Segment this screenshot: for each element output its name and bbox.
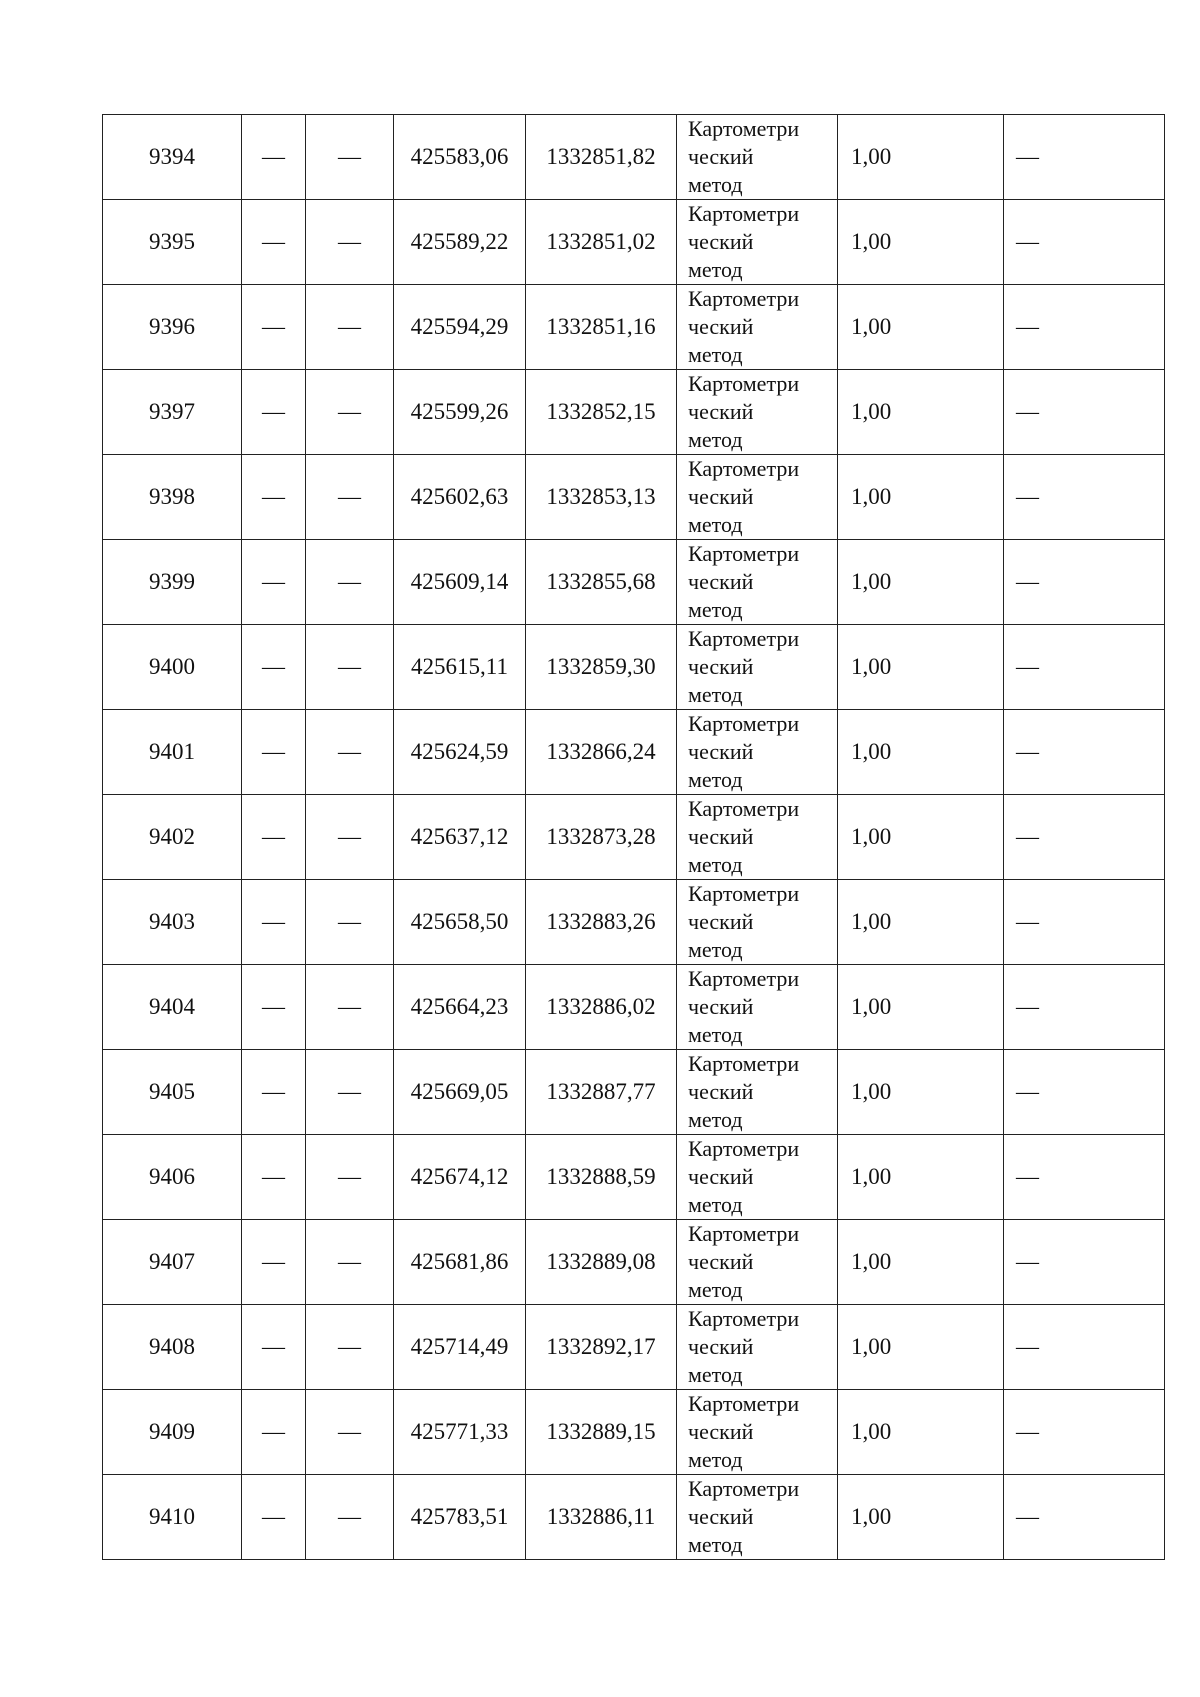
table-row: [103, 1135, 1165, 1220]
table-row: [103, 880, 1165, 965]
y-coordinate-cell: 1332866,24: [526, 710, 677, 795]
point-number-cell: 9405: [103, 1050, 242, 1135]
accuracy-cell: 1,00: [838, 1050, 1004, 1135]
empty-value-cell: —: [242, 1220, 306, 1305]
empty-value-cell: —: [306, 1220, 394, 1305]
empty-value-cell: —: [242, 625, 306, 710]
x-coordinate-cell: 425583,06: [394, 115, 526, 200]
point-number-cell: 9401: [103, 710, 242, 795]
empty-value-cell: —: [242, 115, 306, 200]
method-cell: Картометри ческий метод: [677, 1475, 838, 1560]
y-coordinate-cell: 1332851,16: [526, 285, 677, 370]
empty-value-cell: —: [242, 880, 306, 965]
x-coordinate-cell: 425609,14: [394, 540, 526, 625]
empty-value-cell: —: [242, 710, 306, 795]
table-row: [103, 1050, 1165, 1135]
empty-value-cell: —: [1004, 540, 1165, 625]
empty-value-cell: —: [242, 455, 306, 540]
y-coordinate-cell: 1332852,15: [526, 370, 677, 455]
empty-value-cell: —: [1004, 1305, 1165, 1390]
empty-value-cell: —: [1004, 370, 1165, 455]
accuracy-cell: 1,00: [838, 200, 1004, 285]
accuracy-cell: 1,00: [838, 795, 1004, 880]
empty-value-cell: —: [1004, 710, 1165, 795]
table-row: [103, 1475, 1165, 1560]
empty-value-cell: —: [1004, 1475, 1165, 1560]
point-number-cell: 9409: [103, 1390, 242, 1475]
empty-value-cell: —: [1004, 285, 1165, 370]
empty-value-cell: —: [242, 540, 306, 625]
x-coordinate-cell: 425681,86: [394, 1220, 526, 1305]
x-coordinate-cell: 425589,22: [394, 200, 526, 285]
x-coordinate-cell: 425783,51: [394, 1475, 526, 1560]
point-number-cell: 9402: [103, 795, 242, 880]
point-number-cell: 9408: [103, 1305, 242, 1390]
table-body: [103, 115, 1165, 1560]
method-cell: Картометри ческий метод: [677, 1135, 838, 1220]
table-row: [103, 1220, 1165, 1305]
y-coordinate-cell: 1332851,02: [526, 200, 677, 285]
y-coordinate-cell: 1332889,08: [526, 1220, 677, 1305]
y-coordinate-cell: 1332887,77: [526, 1050, 677, 1135]
coordinates-table: [102, 114, 1165, 1560]
empty-value-cell: —: [242, 370, 306, 455]
empty-value-cell: —: [242, 285, 306, 370]
empty-value-cell: —: [306, 965, 394, 1050]
y-coordinate-cell: 1332886,11: [526, 1475, 677, 1560]
empty-value-cell: —: [306, 1475, 394, 1560]
table-row: [103, 965, 1165, 1050]
empty-value-cell: —: [306, 455, 394, 540]
empty-value-cell: —: [306, 795, 394, 880]
empty-value-cell: —: [306, 200, 394, 285]
point-number-cell: 9406: [103, 1135, 242, 1220]
method-cell: Картометри ческий метод: [677, 455, 838, 540]
empty-value-cell: —: [1004, 1390, 1165, 1475]
point-number-cell: 9395: [103, 200, 242, 285]
empty-value-cell: —: [306, 1305, 394, 1390]
empty-value-cell: —: [1004, 1135, 1165, 1220]
empty-value-cell: —: [242, 200, 306, 285]
empty-value-cell: —: [1004, 200, 1165, 285]
y-coordinate-cell: 1332892,17: [526, 1305, 677, 1390]
y-coordinate-cell: 1332851,82: [526, 115, 677, 200]
point-number-cell: 9407: [103, 1220, 242, 1305]
empty-value-cell: —: [242, 1050, 306, 1135]
empty-value-cell: —: [1004, 115, 1165, 200]
accuracy-cell: 1,00: [838, 370, 1004, 455]
x-coordinate-cell: 425714,49: [394, 1305, 526, 1390]
x-coordinate-cell: 425624,59: [394, 710, 526, 795]
table-row: [103, 370, 1165, 455]
method-cell: Картометри ческий метод: [677, 710, 838, 795]
table-row: [103, 200, 1165, 285]
method-cell: Картометри ческий метод: [677, 625, 838, 710]
accuracy-cell: 1,00: [838, 1220, 1004, 1305]
accuracy-cell: 1,00: [838, 1135, 1004, 1220]
x-coordinate-cell: 425594,29: [394, 285, 526, 370]
empty-value-cell: —: [306, 370, 394, 455]
point-number-cell: 9398: [103, 455, 242, 540]
method-cell: Картометри ческий метод: [677, 795, 838, 880]
accuracy-cell: 1,00: [838, 115, 1004, 200]
empty-value-cell: —: [1004, 880, 1165, 965]
empty-value-cell: —: [242, 965, 306, 1050]
method-cell: Картометри ческий метод: [677, 1220, 838, 1305]
point-number-cell: 9397: [103, 370, 242, 455]
empty-value-cell: —: [306, 540, 394, 625]
x-coordinate-cell: 425669,05: [394, 1050, 526, 1135]
empty-value-cell: —: [1004, 625, 1165, 710]
table-row: [103, 795, 1165, 880]
accuracy-cell: 1,00: [838, 1390, 1004, 1475]
accuracy-cell: 1,00: [838, 455, 1004, 540]
x-coordinate-cell: 425599,26: [394, 370, 526, 455]
empty-value-cell: —: [306, 710, 394, 795]
point-number-cell: 9410: [103, 1475, 242, 1560]
method-cell: Картометри ческий метод: [677, 200, 838, 285]
y-coordinate-cell: 1332853,13: [526, 455, 677, 540]
y-coordinate-cell: 1332889,15: [526, 1390, 677, 1475]
accuracy-cell: 1,00: [838, 965, 1004, 1050]
x-coordinate-cell: 425771,33: [394, 1390, 526, 1475]
accuracy-cell: 1,00: [838, 710, 1004, 795]
empty-value-cell: —: [306, 625, 394, 710]
y-coordinate-cell: 1332883,26: [526, 880, 677, 965]
empty-value-cell: —: [306, 880, 394, 965]
empty-value-cell: —: [242, 1305, 306, 1390]
method-cell: Картометри ческий метод: [677, 880, 838, 965]
table-row: [103, 710, 1165, 795]
method-cell: Картометри ческий метод: [677, 1390, 838, 1475]
method-cell: Картометри ческий метод: [677, 370, 838, 455]
empty-value-cell: —: [1004, 965, 1165, 1050]
method-cell: Картометри ческий метод: [677, 1305, 838, 1390]
x-coordinate-cell: 425674,12: [394, 1135, 526, 1220]
y-coordinate-cell: 1332855,68: [526, 540, 677, 625]
accuracy-cell: 1,00: [838, 1475, 1004, 1560]
empty-value-cell: —: [306, 285, 394, 370]
x-coordinate-cell: 425658,50: [394, 880, 526, 965]
empty-value-cell: —: [306, 1135, 394, 1220]
y-coordinate-cell: 1332888,59: [526, 1135, 677, 1220]
empty-value-cell: —: [1004, 455, 1165, 540]
x-coordinate-cell: 425637,12: [394, 795, 526, 880]
point-number-cell: 9403: [103, 880, 242, 965]
accuracy-cell: 1,00: [838, 285, 1004, 370]
y-coordinate-cell: 1332886,02: [526, 965, 677, 1050]
accuracy-cell: 1,00: [838, 540, 1004, 625]
empty-value-cell: —: [242, 1135, 306, 1220]
x-coordinate-cell: 425602,63: [394, 455, 526, 540]
empty-value-cell: —: [242, 1475, 306, 1560]
table-row: [103, 1390, 1165, 1475]
x-coordinate-cell: 425615,11: [394, 625, 526, 710]
empty-value-cell: —: [1004, 795, 1165, 880]
method-cell: Картометри ческий метод: [677, 115, 838, 200]
empty-value-cell: —: [242, 1390, 306, 1475]
point-number-cell: 9404: [103, 965, 242, 1050]
table-row: [103, 1305, 1165, 1390]
empty-value-cell: —: [306, 1390, 394, 1475]
table-row: [103, 625, 1165, 710]
point-number-cell: 9394: [103, 115, 242, 200]
method-cell: Картометри ческий метод: [677, 965, 838, 1050]
point-number-cell: 9396: [103, 285, 242, 370]
empty-value-cell: —: [1004, 1220, 1165, 1305]
table-row: [103, 285, 1165, 370]
point-number-cell: 9400: [103, 625, 242, 710]
method-cell: Картометри ческий метод: [677, 285, 838, 370]
table-row: [103, 540, 1165, 625]
x-coordinate-cell: 425664,23: [394, 965, 526, 1050]
method-cell: Картометри ческий метод: [677, 1050, 838, 1135]
accuracy-cell: 1,00: [838, 880, 1004, 965]
point-number-cell: 9399: [103, 540, 242, 625]
table-row: [103, 115, 1165, 200]
empty-value-cell: —: [306, 115, 394, 200]
empty-value-cell: —: [242, 795, 306, 880]
method-cell: Картометри ческий метод: [677, 540, 838, 625]
empty-value-cell: —: [1004, 1050, 1165, 1135]
accuracy-cell: 1,00: [838, 625, 1004, 710]
table-row: [103, 455, 1165, 540]
accuracy-cell: 1,00: [838, 1305, 1004, 1390]
empty-value-cell: —: [306, 1050, 394, 1135]
y-coordinate-cell: 1332873,28: [526, 795, 677, 880]
y-coordinate-cell: 1332859,30: [526, 625, 677, 710]
